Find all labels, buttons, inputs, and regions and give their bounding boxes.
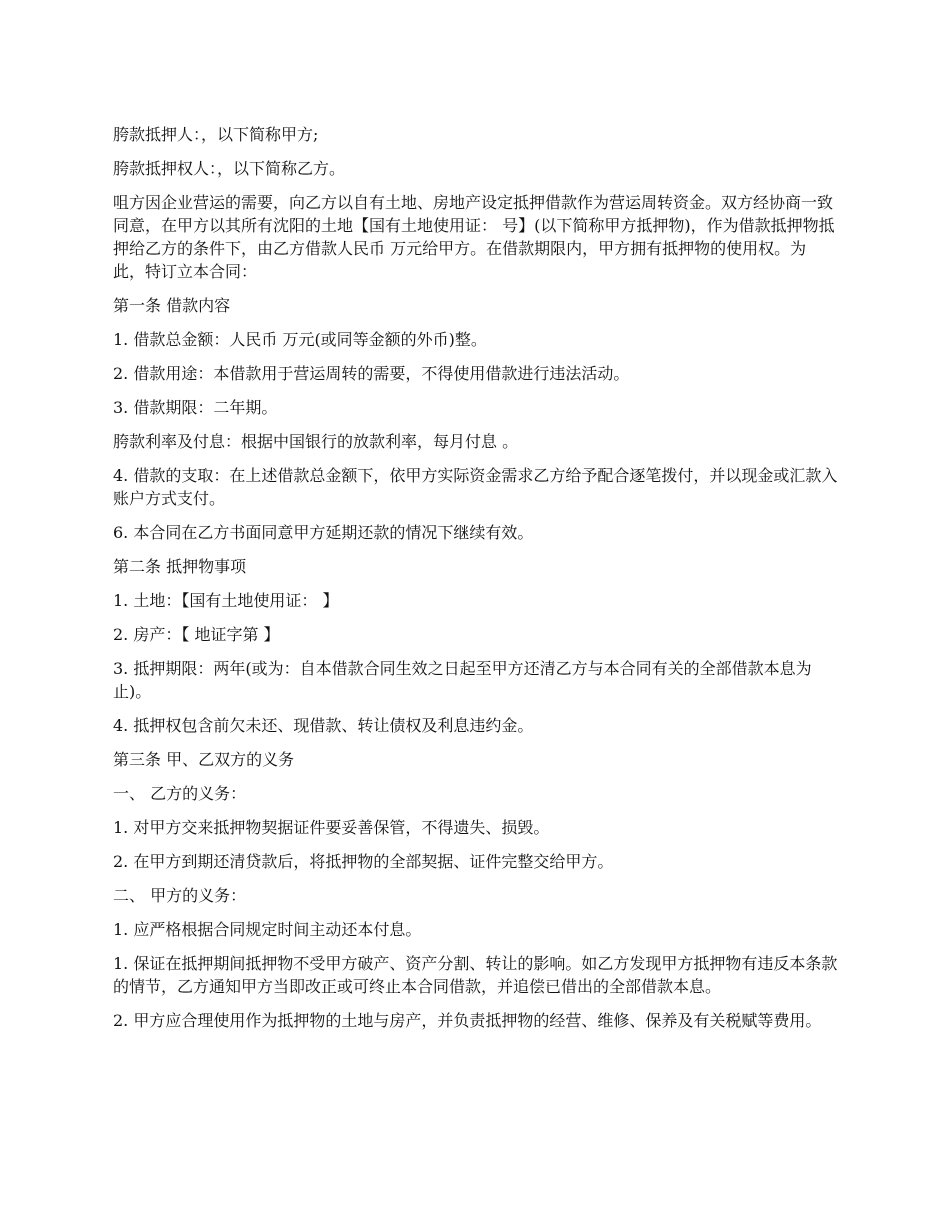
paragraph-preamble: 咀方因企业营运的需要，向乙方以自有土地、房地产设定抵押借款作为营运周转资金。双方经协商一致同意，在甲方以其所有沈阳的土地【国有土地使用证： 号】(以下简称甲方抵押物)，作为借款抵押物抵押给乙方的条件下，由乙方借款人民币 万元给甲方。在借款期限内，甲方拥有抵押物的使用权。为此，特订立本合同： — [113, 193, 835, 281]
article-1-item-4: 4. 借款的支取：在上述借款总金额下，依甲方实际资金需求乙方给予配合逐笔拨付，并以现金或汇款入账户方式支付。 — [113, 466, 838, 508]
article-2-item-3: 3. 抵押期限：两年(或为：自本借款合同生效之日起至甲方还清乙方与本合同有关的全部借款本息为止)。 — [113, 659, 812, 701]
party-a-obligation-2: 2. 甲方应合理使用作为抵押物的土地与房产，并负责抵押物的经营、维修、保养及有关税赋等费用。 — [113, 1011, 822, 1030]
party-b-obligation-2: 2. 在甲方到期还清贷款后，将抵押物的全部契据、证件完整交给甲方。 — [113, 852, 614, 871]
article-1-heading: 第一条 借款内容 — [113, 296, 231, 315]
party-a-obligations-heading: 二、 甲方的义务： — [113, 886, 247, 905]
party-a-obligation-1: 1. 应严格根据合同规定时间主动还本付息。 — [113, 920, 422, 939]
article-1-interest: 胯款利率及付息：根据中国银行的放款利率，每月付息 。 — [113, 432, 519, 451]
article-3-heading: 第三条 甲、乙双方的义务 — [113, 750, 295, 769]
article-2-heading: 第二条 抵押物事项 — [113, 557, 247, 576]
paragraph-borrower: 胯款抵押人：，以下简称甲方; — [113, 125, 319, 144]
article-1-item-2: 2. 借款用途：本借款用于营运周转的需要，不得使用借款进行违法活动。 — [113, 364, 630, 383]
party-b-obligation-1: 1. 对甲方交来抵押物契据证件要妥善保管，不得遗失、损毁。 — [113, 818, 550, 837]
paragraph-lender: 胯款抵押权人：，以下简称乙方。 — [113, 159, 346, 178]
article-2-item-4: 4. 抵押权包含前欠未还、现借款、转让债权及利息违约金。 — [113, 716, 534, 735]
article-1-item-3: 3. 借款期限：二年期。 — [113, 398, 278, 417]
article-1-item-1: 1. 借款总金额：人民币 万元(或同等金额的外币)整。 — [113, 330, 487, 349]
article-2-item-1: 1. 土地：【国有土地使用证： 】 — [113, 591, 339, 610]
article-2-item-2: 2. 房产：【 地证字第 】 — [113, 625, 280, 644]
party-b-obligations-heading: 一、 乙方的义务： — [113, 784, 247, 803]
article-1-item-6: 6. 本合同在乙方书面同意甲方延期还款的情况下继续有效。 — [113, 523, 534, 542]
document-page — [113, 123, 838, 1043]
party-a-obligation-1b: 1. 保证在抵押期间抵押物不受甲方破产、资产分割、转让的影响。如乙方发现甲方抵押物有违反本条款的情节，乙方通知甲方当即改正或可终止本合同借款，并追偿已借出的全部借款本息。 — [113, 954, 838, 996]
